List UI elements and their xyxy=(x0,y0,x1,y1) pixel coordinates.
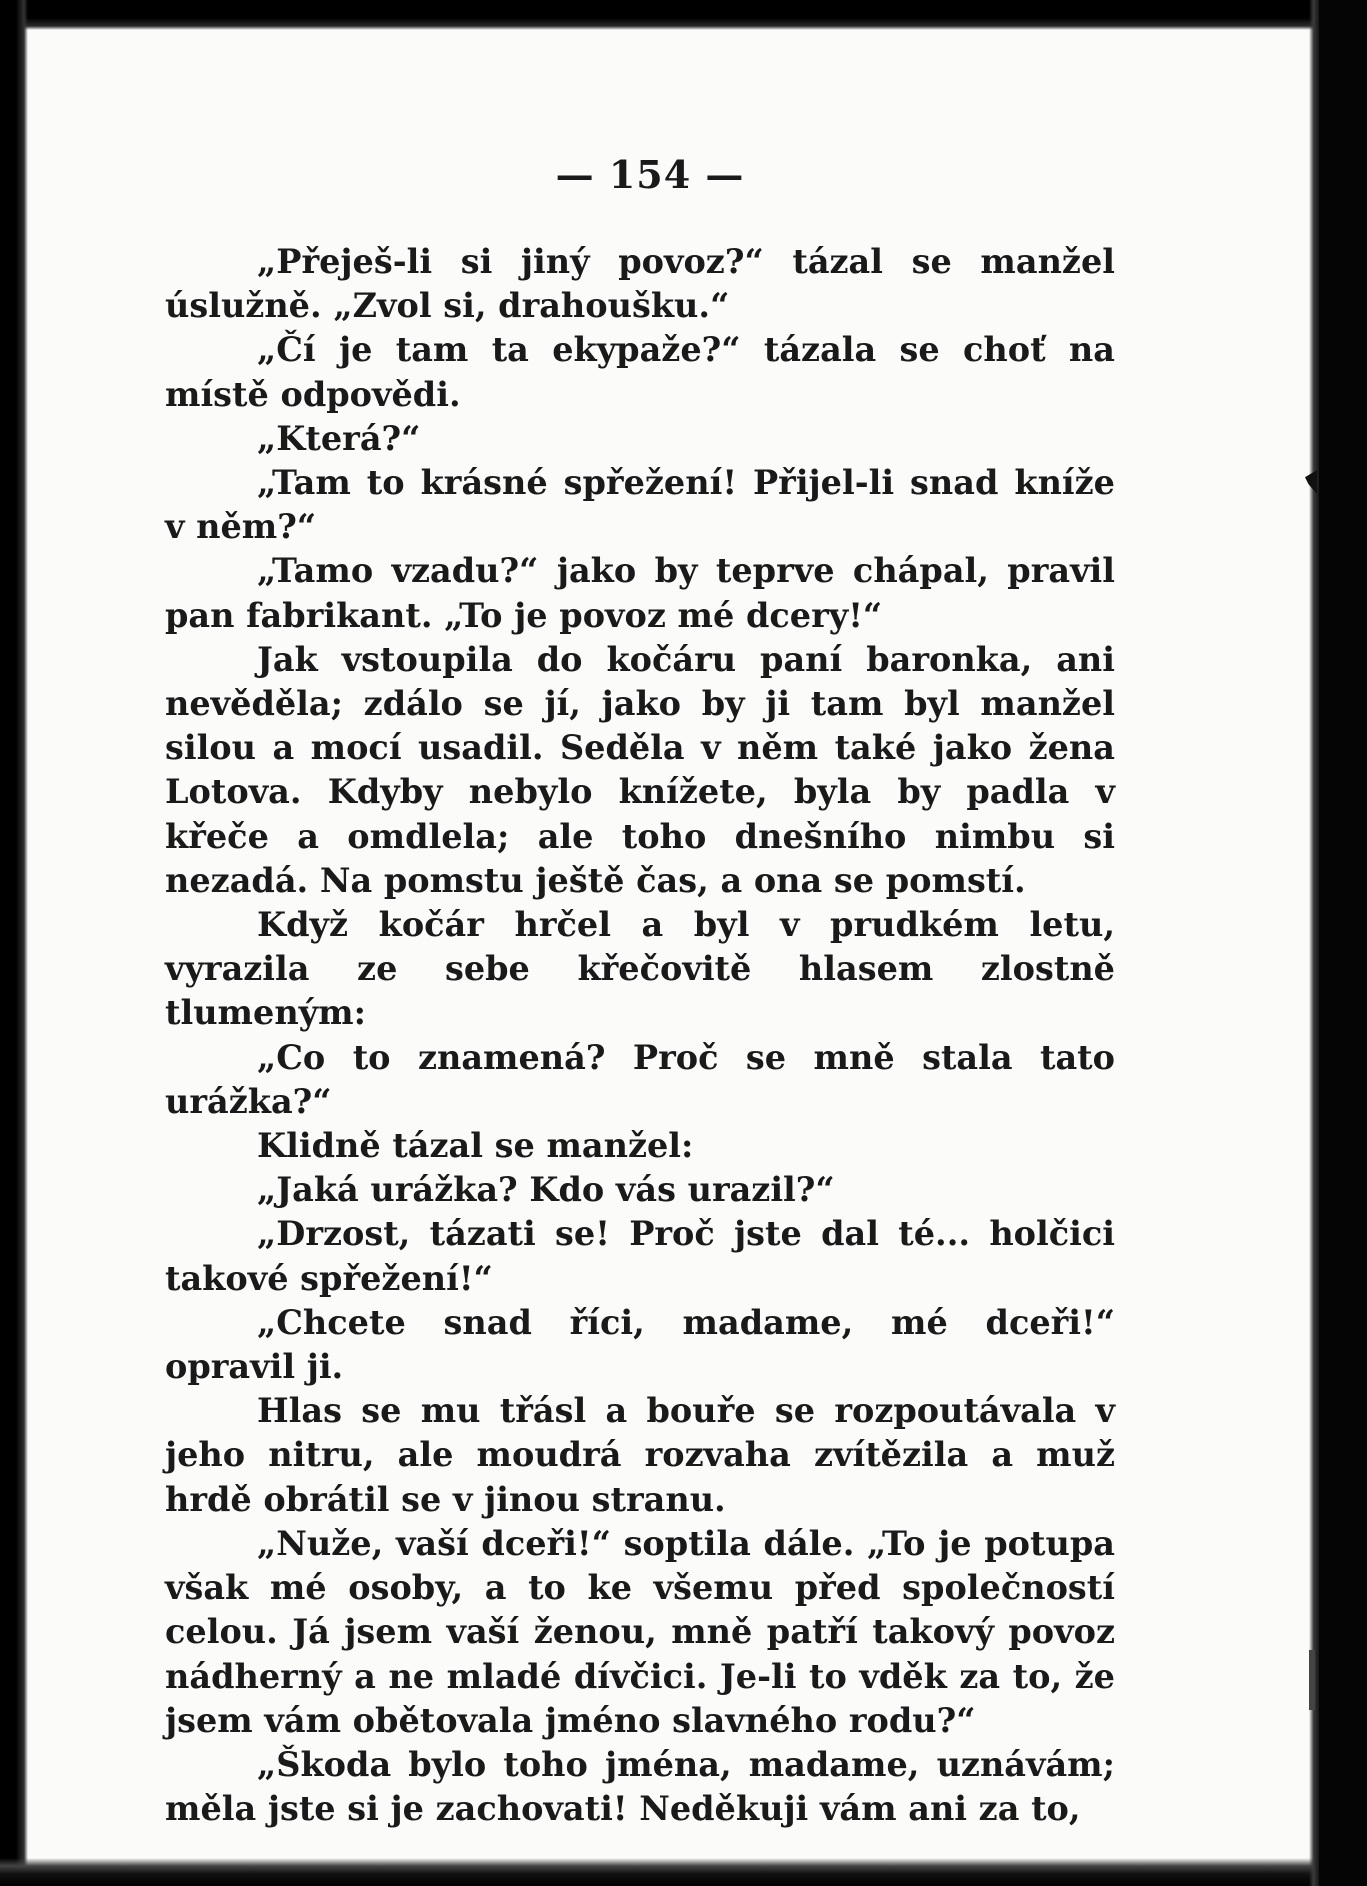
paragraph: Když kočár hrčel a byl v prudkém letu, vyrazila ze sebe křečovitě hlasem zlostně tlumeným: xyxy=(165,905,1115,1033)
page-fold-shadow xyxy=(1309,0,1319,1886)
paragraph: „Škoda bylo toho jména, madame, uznávám; měla jste si je zachovati! Neděkuji vám ani za to, xyxy=(165,1744,1115,1829)
scan-edge-right xyxy=(1319,0,1367,1886)
paragraph: „Drzost, tázati se! Proč jste dal té... holčici takové spřežení!“ xyxy=(165,1214,1115,1298)
paragraph: „Čí je tam ta ekypaže?“ tázala se choť na místě odpovědi. xyxy=(165,330,1115,414)
paragraph: Hlas se mu třásl a bouře se rozpoutávala v jeho nitru, ale moudrá rozvaha zvítězila a muž hrdě obrátil se v jinou stranu. xyxy=(165,1391,1115,1519)
binding-mark xyxy=(1309,1650,1315,1710)
paragraph: „Nuže, vaší dceři!“ soptila dále. „To je potupa však mé osoby, a to ke všemu před společností celou. Já jsem vaší ženou, mně patří takový povoz nádherný a ne mladé dívčici. Je-li to vděk za to, že jsem vám obětovala jméno slavného rodu?“ xyxy=(165,1523,1115,1740)
paragraph: „Co to znamená? Proč se mně stala tato urážka?“ xyxy=(165,1037,1115,1121)
paragraph: Klidně tázal se manžel: xyxy=(257,1126,694,1166)
page-number: — 154 — xyxy=(555,152,745,197)
body-text xyxy=(165,240,1115,1831)
scan-edge-left xyxy=(0,0,28,1886)
paragraph: „Chcete snad říci, madame, mé dceři!“ opravil ji. xyxy=(165,1302,1115,1387)
scan-edge-top xyxy=(0,0,1367,30)
paragraph: „Přeješ-li si jiný povoz?“ tázal se manžel úslužně. „Zvol si, drahoušku.“ xyxy=(165,242,1115,326)
scan-edge-bottom xyxy=(0,1858,1367,1886)
paragraph: „Tamo vzadu?“ jako by teprve chápal, pravil pan fabrikant. „To je povoz mé dcery!“ xyxy=(165,551,1115,635)
paragraph: „Která?“ xyxy=(257,418,421,458)
paragraph: Jak vstoupila do kočáru paní baronka, ani nevěděla; zdálo se jí, jako by ji tam byl manžel silou a mocí usadil. Seděla v něm také jako žena Lotova. Kdyby nebylo knížete, byla by padla v křeče a omdlela; ale toho dnešního nimbu si nezadá. Na pomstu ještě čas, a ona se pomstí. xyxy=(165,639,1115,900)
paragraph: „Jaká urážka? Kdo vás urazil?“ xyxy=(257,1170,835,1210)
paragraph: „Tam to krásné spřežení! Přijel-li snad kníže v něm?“ xyxy=(165,463,1115,547)
